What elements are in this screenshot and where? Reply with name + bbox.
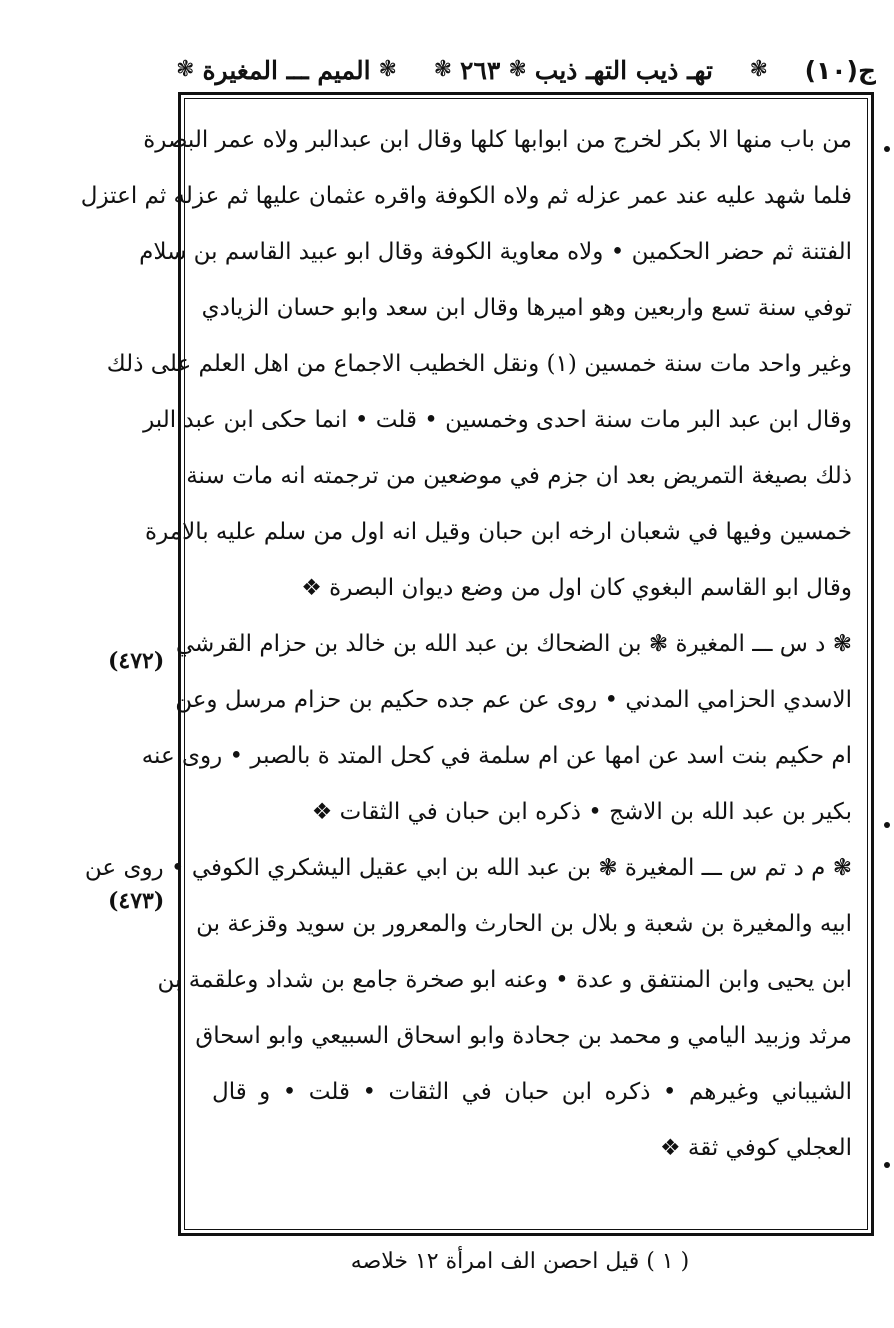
ornament-icon: ❃ (433, 57, 453, 82)
margin-mark (884, 822, 890, 828)
entry-number: (٤٧٣) (108, 888, 165, 914)
section-label: الميم ـــ المغيرة (202, 55, 371, 85)
text-line: ابن يحيى وابن المنتفق و عدة • وعنه ابو صخرة جامع بن شداد وعلقمة بن (157, 967, 852, 993)
text-line: فلما شهد عليه عند عمر عزله ثم ولاه الكوفة واقره عثمان عليها ثم عزله ثم اعتزل (80, 183, 852, 209)
entry-number: (٤٧٢) (108, 648, 165, 674)
text-line: بكير بن عبد الله بن الاشج • ذكره ابن حبان في الثقات ❖ (311, 799, 852, 825)
ornament-icon: ❃ (378, 57, 397, 82)
text-line: توفي سنة تسع واربعين وهو اميرها وقال ابن سعد وابو حسان الزيادي (201, 295, 852, 321)
book-title: تهـ ذيب التهـ ذيب (534, 55, 713, 85)
header-section-group (176, 56, 397, 85)
margin-mark (884, 146, 890, 152)
text-line: ابيه والمغيرة بن شعبة و بلال بن الحارث والمعرور بن سويد وقزعة بن (196, 911, 852, 937)
text-line: وغير واحد مات سنة خمسين (١) ونقل الخطيب الاجماع من اهل العلم على ذلك (106, 351, 852, 377)
page-header (176, 48, 876, 92)
ornament-icon: ❃ (749, 57, 768, 82)
ornament-icon: ❃ (508, 57, 527, 82)
volume-label: ج(١٠) (804, 55, 876, 85)
footnote: ( ١ ) قيل احصن الف امرأة ١٢ خلاصه (350, 1249, 690, 1274)
text-line: من باب منها الا بكر لخرج من ابوابها كلها وقال ابن عبدالبر ولاه عمر البصرة (143, 127, 852, 153)
text-line: وقال ابو القاسم البغوي كان اول من وضع ديوان البصرة ❖ (301, 575, 852, 601)
text-line: وقال ابن عبد البر مات سنة احدى وخمسين • قلت • انما حكى ابن عبد البر (143, 407, 852, 433)
text-line: ذلك بصيغة التمريض بعد ان جزم في موضعين من ترجمته انه مات سنة (186, 463, 852, 489)
entry-heading-line: ❃ د س ـــ المغيرة ❃ بن الضحاك بن عبد الله بن خالد بن حزام القرشي (175, 631, 852, 657)
ornament-icon: ❃ (176, 57, 195, 82)
text-line: خمسين وفيها في شعبان ارخه ابن حبان وقيل انه اول من سلم عليه بالامرة (145, 519, 852, 545)
entry-heading-line: ❃ م د تم س ـــ المغيرة ❃ بن عبد الله بن ابي عقيل اليشكري الكوفي • روى عن (84, 855, 852, 881)
text-line: العجلي كوفي ثقة ❖ (659, 1135, 852, 1161)
margin-mark (884, 1162, 890, 1168)
text-line: مرثد وزبيد اليامي و محمد بن جحادة وابو اسحاق السبيعي وابو اسحاق (195, 1023, 852, 1049)
text-line: الاسدي الحزامي المدني • روى عن عم جده حكيم بن حزام مرسل وعن (175, 687, 852, 713)
text-line: الشيباني وغيرهم • ذكره ابن حبان في الثقات • قلت • و قال (212, 1079, 852, 1105)
page-number: ٢٦٣ (460, 55, 501, 85)
text-line: الفتنة ثم حضر الحكمين • ولاه معاوية الكوفة وقال ابو عبيد القاسم بن سلام (139, 239, 852, 265)
text-line: ام حكيم بنت اسد عن امها عن ام سلمة في كحل المتد ة بالصبر • روى عنه (141, 743, 852, 769)
header-center (434, 56, 713, 85)
